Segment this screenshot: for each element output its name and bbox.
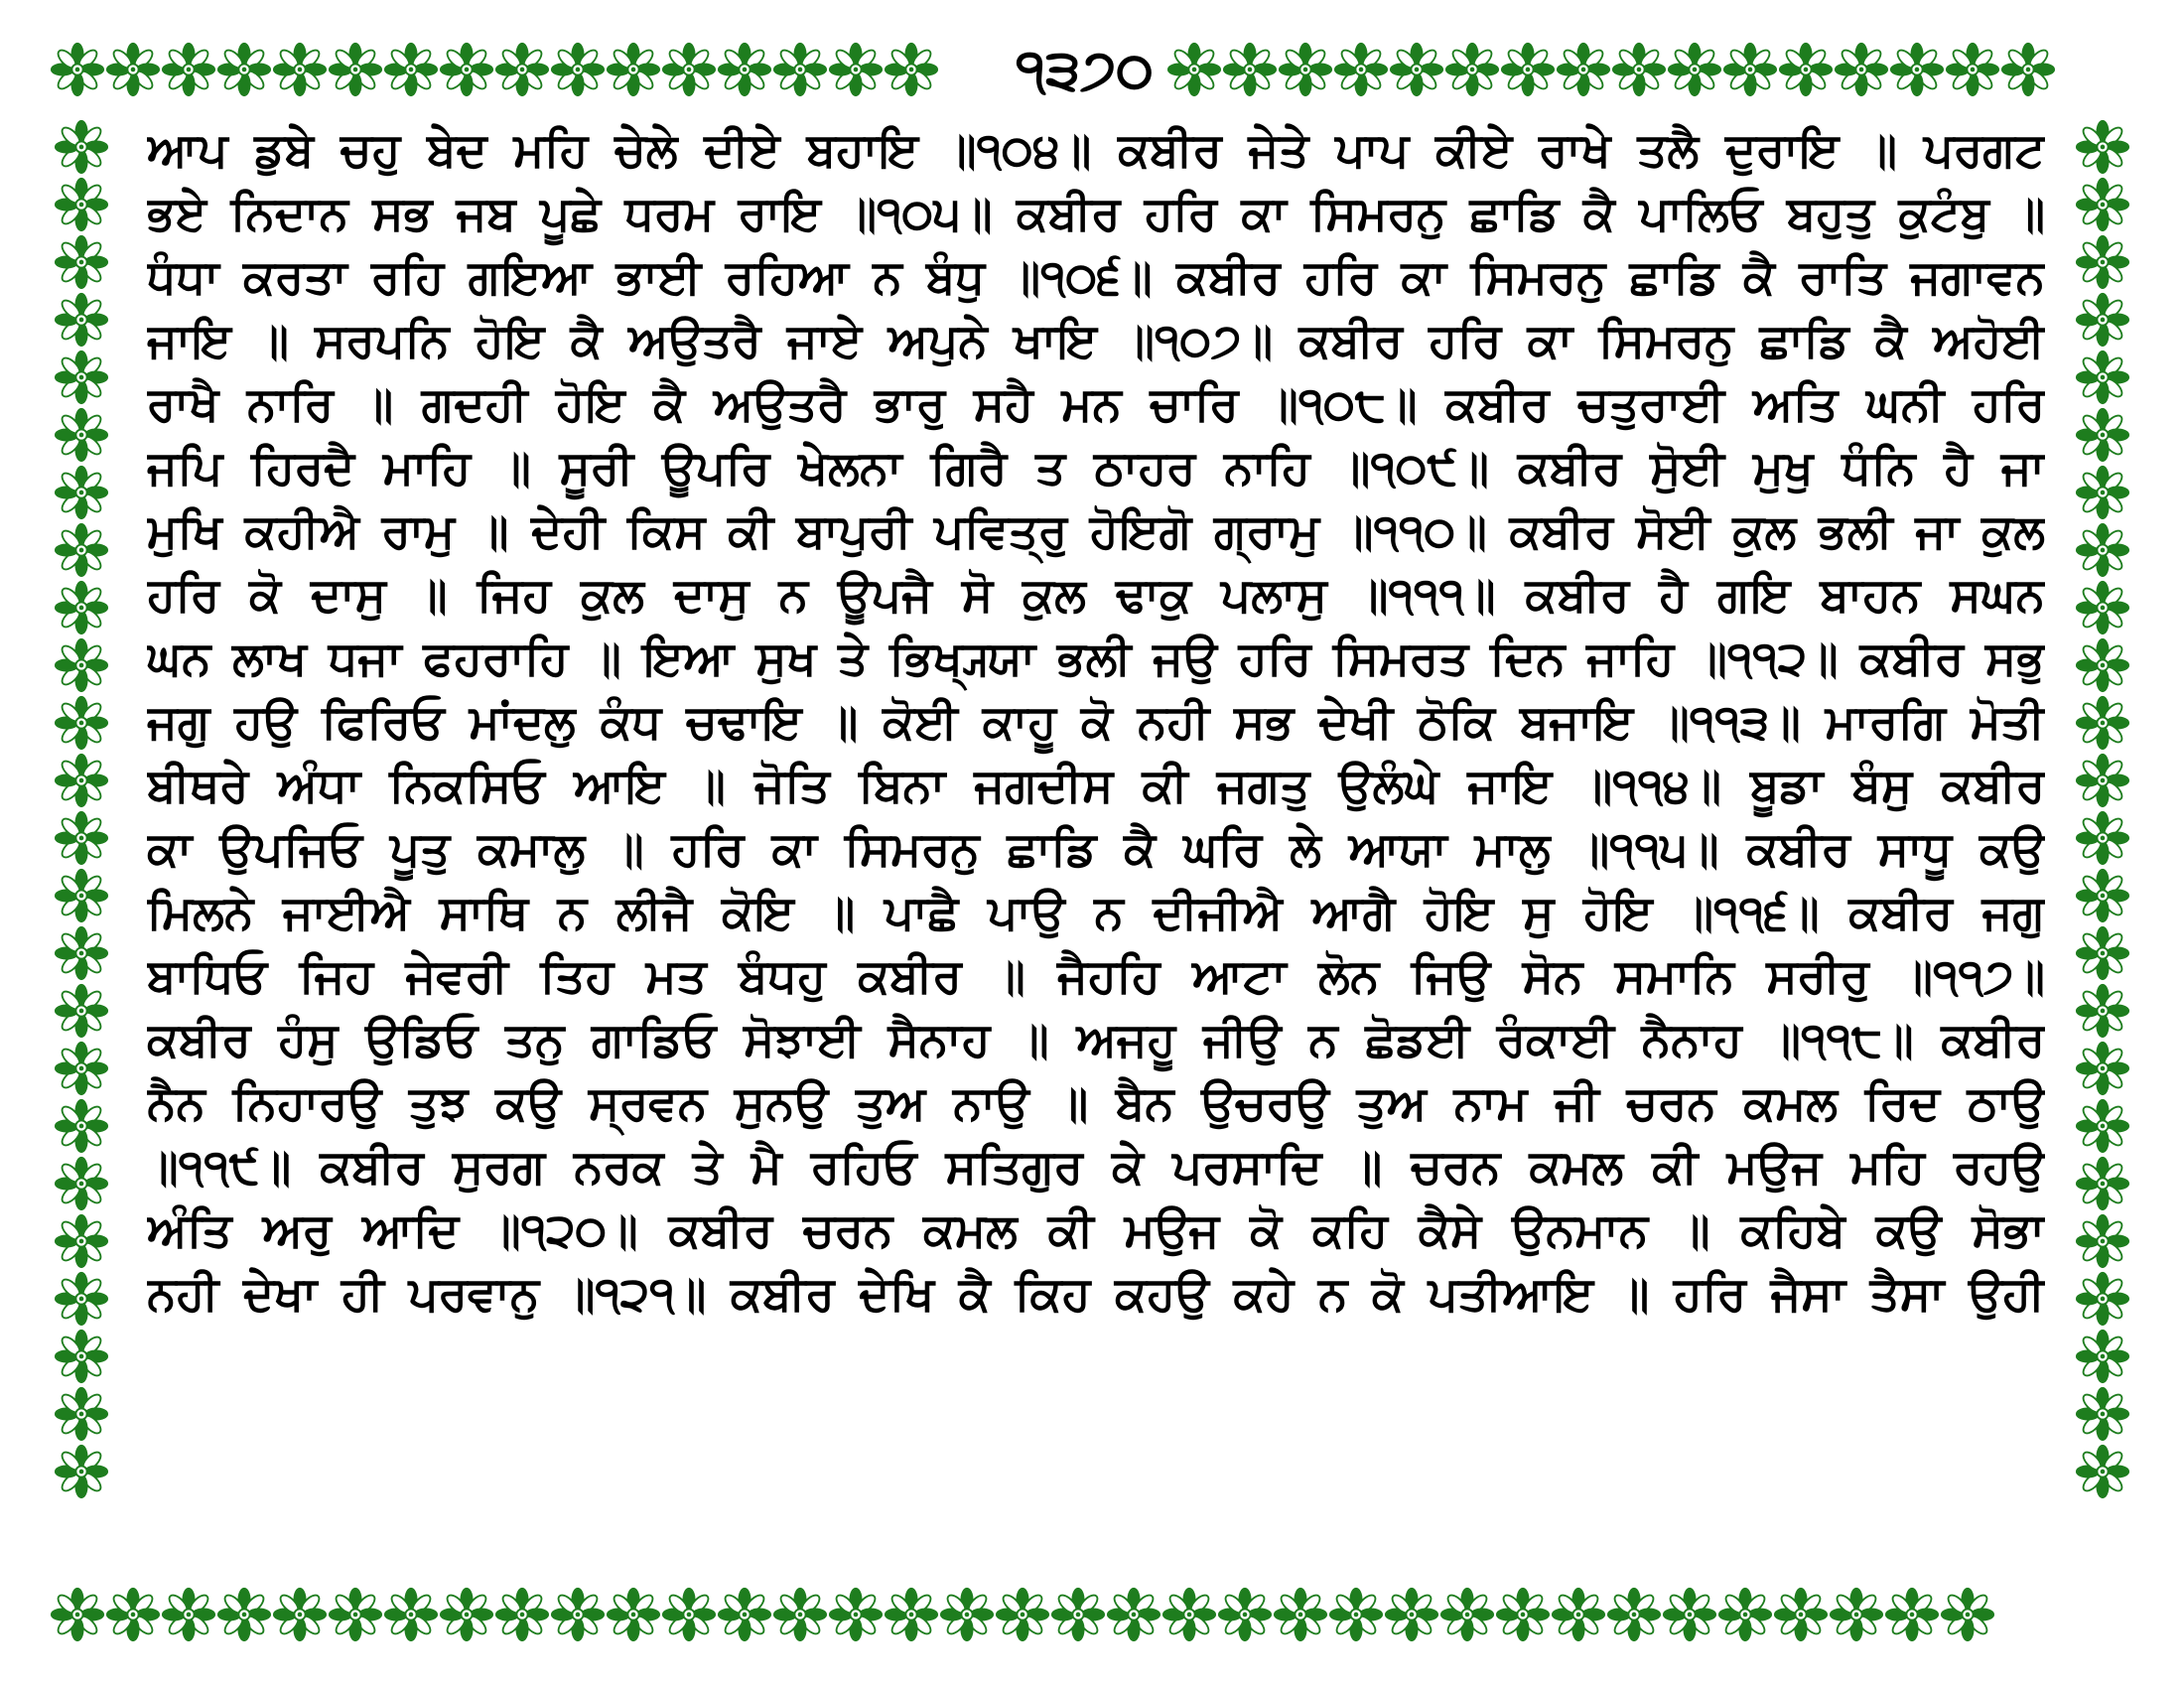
flower-icon [772, 42, 828, 101]
flower-icon [884, 1587, 939, 1646]
flower-icon [383, 42, 439, 101]
flower-icon [50, 1213, 113, 1269]
flower-icon [1333, 42, 1389, 101]
flower-icon [1444, 42, 1500, 101]
flower-icon [2071, 350, 2134, 405]
text-line: ਕਾ ਉਪਜਿਓ ਪੂਤੁ ਕਮਾਲੁ ॥ ਹਰਿ ਕਾ ਸਿਮਰਨੁ ਛਾਡਿ ਕੈ ਘਰਿ ਲੇ ਆਯਾ ਮਾਲੁ ॥੧੧੫॥ ਕਬੀਰ ਸਾਧੂ ਕਉ [147, 822, 2045, 877]
flower-icon [828, 1587, 884, 1646]
flower-icon [2071, 868, 2134, 923]
flower-icon [2071, 1386, 2134, 1442]
flower-icon [1717, 1587, 1773, 1646]
text-line: ਧੰਧਾ ਕਰਤਾ ਰਹਿ ਗਇਆ ਭਾਈ ਰਹਿਆ ਨ ਬੰਧੁ ॥੧੦੬॥ ਕਬੀਰ ਹਰਿ ਕਾ ਸਿਮਰਨੁ ਛਾਡਿ ਕੈ ਰਾਤਿ ਜਗਾਵਨ [147, 250, 2045, 305]
flower-icon [2071, 407, 2134, 463]
flower-icon [50, 1386, 113, 1442]
flower-icon [717, 1587, 772, 1646]
page-number: ੧੩੭੦ [1016, 38, 1154, 102]
flower-icon [50, 983, 113, 1039]
flower-icon [1606, 1587, 1662, 1646]
flower-icon [1166, 42, 1222, 101]
flower-icon [50, 234, 113, 290]
flower-icon [50, 1041, 113, 1096]
flower-icon [939, 1587, 995, 1646]
flower-icon [2071, 1444, 2134, 1499]
flower-icon [2071, 925, 2134, 981]
text-line: ਭਏ ਨਿਦਾਨ ਸਭ ਜਬ ਪੂਛੇ ਧਰਮ ਰਾਇ ॥੧੦੫॥ ਕਬੀਰ ਹਰਿ ਕਾ ਸਿਮਰਨੁ ਛਾਡਿ ਕੈ ਪਾਲਿਓ ਬਹੁਤੁ ਕੁਟੰਬੁ ॥ [147, 187, 2045, 241]
flower-icon [50, 407, 113, 463]
flower-icon [50, 1329, 113, 1384]
flower-icon [328, 1587, 383, 1646]
flower-icon [50, 522, 113, 578]
text-line: ਜਾਇ ॥ ਸਰਪਨਿ ਹੋਇ ਕੈ ਅਉਤਰੈ ਜਾਏ ਅਪੁਨੇ ਖਾਇ ॥੧੦੭॥ ਕਬੀਰ ਹਰਿ ਕਾ ਸਿਮਰਨੁ ਛਾਡਿ ਕੈ ਅਹੋਈ [147, 314, 2045, 368]
flower-icon [1495, 1587, 1551, 1646]
flower-icon [2071, 1098, 2134, 1154]
flower-icon [661, 42, 717, 101]
flower-icon [1945, 42, 2000, 101]
text-line: ਆਪ ਡੁਬੇ ਚਹੁ ਬੇਦ ਮਹਿ ਚੇਲੇ ਦੀਏ ਬਹਾਇ ॥੧੦੪॥ ਕਬੀਰ ਜੇਤੇ ਪਾਪ ਕੀਏ ਰਾਖੇ ਤਲੈ ਦੁਰਾਇ ॥ ਪਰਗਟ [147, 123, 2045, 178]
text-line: ਬੀਥਰੇ ਅੰਧਾ ਨਿਕਸਿਓ ਆਇ ॥ ਜੋਤਿ ਬਿਨਾ ਜਗਦੀਸ ਕੀ ਜਗਤੁ ਉਲੰਘੇ ਜਾਇ ॥੧੧੪॥ ਬੂਡਾ ਬੰਸੁ ਕਬੀਰ [147, 759, 2045, 813]
flower-icon [1050, 1587, 1106, 1646]
flower-icon [216, 42, 272, 101]
flower-icon [50, 637, 113, 693]
flower-icon [1278, 42, 1333, 101]
flower-icon [1889, 42, 1945, 101]
flower-icon [2000, 42, 2056, 101]
flower-icon [1829, 1587, 1884, 1646]
flower-icon [105, 1587, 161, 1646]
flower-icon [1611, 42, 1667, 101]
text-line: ਹਰਿ ਕੋ ਦਾਸੁ ॥ ਜਿਹ ਕੁਲ ਦਾਸੁ ਨ ਊਪਜੈ ਸੋ ਕੁਲ ਢਾਕੁ ਪਲਾਸੁ ॥੧੧੧॥ ਕਬੀਰ ਹੈ ਗਇ ਬਾਹਨ ਸਘਨ [147, 568, 2045, 623]
text-line: ਕਬੀਰ ਹੰਸੁ ਉਡਿਓ ਤਨੁ ਗਾਡਿਓ ਸੋਝਾਈ ਸੈਨਾਹ ॥ ਅਜਹੂ ਜੀਉ ਨ ਛੋਡਈ ਰੰਕਾਈ ਨੈਨਾਹ ॥੧੧੮॥ ਕਬੀਰ [147, 1013, 2045, 1067]
flower-icon [439, 1587, 494, 1646]
flower-icon [1662, 1587, 1717, 1646]
text-line: ਮੁਖਿ ਕਹੀਐ ਰਾਮੁ ॥ ਦੇਹੀ ਕਿਸ ਕੀ ਬਾਪੁਰੀ ਪਵਿਤ੍ਰੁ ਹੋਇਗੋ ਗ੍ਰਾਮੁ ॥੧੧੦॥ ਕਬੀਰ ਸੋਈ ਕੁਲ ਭਲੀ ਜਾ ਕੁਲ [147, 504, 2045, 559]
flower-icon [50, 119, 113, 175]
flower-icon [50, 42, 105, 101]
flower-icon [2071, 1156, 2134, 1211]
flower-icon [1384, 1587, 1439, 1646]
flower-icon [2071, 1329, 2134, 1384]
flower-icon [383, 1587, 439, 1646]
flower-icon [50, 465, 113, 520]
border-left [50, 117, 113, 1587]
flower-icon [1328, 1587, 1384, 1646]
text-line: ॥੧੧੯॥ ਕਬੀਰ ਸੁਰਗ ਨਰਕ ਤੇ ਮੈ ਰਹਿਓ ਸਤਿਗੁਰ ਕੇ ਪਰਸਾਦਿ ॥ ਚਰਨ ਕਮਲ ਕੀ ਮਉਜ ਮਹਿ ਰਹਉ [147, 1140, 2045, 1195]
flower-icon [717, 42, 772, 101]
flower-icon [50, 868, 113, 923]
flower-icon [50, 1098, 113, 1154]
flower-icon [272, 42, 328, 101]
flower-icon [1940, 1587, 1995, 1646]
flower-icon [161, 1587, 216, 1646]
text-line: ਨੈਨ ਨਿਹਾਰਉ ਤੁਝ ਕਉ ਸ੍ਰਵਨ ਸੁਨਉ ਤੁਅ ਨਾਉ ॥ ਬੈਨ ਉਚਰਉ ਤੁਅ ਨਾਮ ਜੀ ਚਰਨ ਕਮਲ ਰਿਦ ਠਾਉ [147, 1076, 2045, 1131]
flower-icon [50, 350, 113, 405]
flower-icon [2071, 292, 2134, 348]
flower-icon [50, 1156, 113, 1211]
flower-icon [50, 580, 113, 635]
text-line: ਬਾਧਿਓ ਜਿਹ ਜੇਵਰੀ ਤਿਹ ਮਤ ਬੰਧਹੁ ਕਬੀਰ ॥ ਜੈਹਹਿ ਆਟਾ ਲੋਨ ਜਿਉ ਸੋਨ ਸਮਾਨਿ ਸਰੀਰੁ ॥੧੧੭॥ [147, 949, 2045, 1004]
flower-icon [661, 1587, 717, 1646]
flower-icon [2071, 1041, 2134, 1096]
flower-icon [2071, 465, 2134, 520]
flower-icon [2071, 637, 2134, 693]
flower-icon [2071, 522, 2134, 578]
flower-icon [50, 177, 113, 232]
flower-icon [828, 42, 884, 101]
flower-icon [494, 1587, 550, 1646]
flower-icon [550, 1587, 606, 1646]
flower-icon [2071, 119, 2134, 175]
text-line: ਅੰਤਿ ਅਰੁ ਆਦਿ ॥੧੨੦॥ ਕਬੀਰ ਚਰਨ ਕਮਲ ਕੀ ਮਉਜ ਕੋ ਕਹਿ ਕੈਸੇ ਉਨਮਾਨ ॥ ਕਹਿਬੇ ਕਉ ਸੋਭਾ [147, 1203, 2045, 1258]
flower-icon [1778, 42, 1834, 101]
flower-icon [1106, 1587, 1161, 1646]
flower-icon [1667, 42, 1722, 101]
flower-icon [1556, 42, 1611, 101]
flower-icon [2071, 810, 2134, 866]
flower-icon [50, 1271, 113, 1327]
flower-icon [2071, 753, 2134, 808]
flower-icon [494, 42, 550, 101]
flower-icon [995, 1587, 1050, 1646]
flower-icon [50, 810, 113, 866]
scripture-text [147, 119, 2045, 1327]
flower-icon [1217, 1587, 1273, 1646]
flower-icon [50, 753, 113, 808]
border-top-left [50, 42, 1003, 105]
flower-icon [1389, 42, 1444, 101]
flower-icon [105, 42, 161, 101]
flower-icon [50, 925, 113, 981]
flower-icon [1500, 42, 1556, 101]
flower-icon [2071, 234, 2134, 290]
text-line: ਜਗੁ ਹਉ ਫਿਰਿਓ ਮਾਂਦਲੁ ਕੰਧ ਚਢਾਇ ॥ ਕੋਈ ਕਾਹੂ ਕੋ ਨਹੀ ਸਭ ਦੇਖੀ ਠੋਕਿ ਬਜਾਇ ॥੧੧੩॥ ਮਾਰਗਿ ਮੋਤੀ [147, 695, 2045, 750]
flower-icon [606, 1587, 661, 1646]
flower-icon [50, 1444, 113, 1499]
flower-icon [1551, 1587, 1606, 1646]
flower-icon [161, 42, 216, 101]
flower-icon [50, 292, 113, 348]
flower-icon [1834, 42, 1889, 101]
flower-icon [550, 42, 606, 101]
flower-icon [1439, 1587, 1495, 1646]
flower-icon [2071, 695, 2134, 751]
flower-icon [1273, 1587, 1328, 1646]
flower-icon [1222, 42, 1278, 101]
flower-icon [1722, 42, 1778, 101]
text-line: ਮਿਲਨੇ ਜਾਈਐ ਸਾਥਿ ਨ ਲੀਜੈ ਕੋਇ ॥ ਪਾਛੈ ਪਾਉ ਨ ਦੀਜੀਐ ਆਗੈ ਹੋਇ ਸੁ ਹੋਇ ॥੧੧੬॥ ਕਬੀਰ ਜਗੁ [147, 886, 2045, 940]
flower-icon [2071, 1213, 2134, 1269]
flower-icon [1161, 1587, 1217, 1646]
flower-icon [216, 1587, 272, 1646]
text-line: ਘਨ ਲਾਖ ਧਜਾ ਫਹਰਾਹਿ ॥ ਇਆ ਸੁਖ ਤੇ ਭਿਖ੍ਯ੍ਯਾ ਭਲੀ ਜਉ ਹਰਿ ਸਿਮਰਤ ਦਿਨ ਜਾਹਿ ॥੧੧੨॥ ਕਬੀਰ ਸਭੁ [147, 632, 2045, 686]
flower-icon [50, 695, 113, 751]
flower-icon [272, 1587, 328, 1646]
flower-icon [50, 1587, 105, 1646]
border-right [2071, 117, 2134, 1587]
flower-icon [2071, 580, 2134, 635]
text-line: ਰਾਖੈ ਨਾਰਿ ॥ ਗਦਹੀ ਹੋਇ ਕੈ ਅਉਤਰੈ ਭਾਰੁ ਸਹੈ ਮਨ ਚਾਰਿ ॥੧੦੮॥ ਕਬੀਰ ਚਤੁਰਾਈ ਅਤਿ ਘਨੀ ਹਰਿ [147, 377, 2045, 432]
text-line: ਨਹੀ ਦੇਖਾ ਹੀ ਪਰਵਾਨੁ ॥੧੨੧॥ ਕਬੀਰ ਦੇਖਿ ਕੈ ਕਿਹ ਕਹਉ ਕਹੇ ਨ ਕੋ ਪਤੀਆਇ ॥ ਹਰਿ ਜੈਸਾ ਤੈਸਾ ਉਹੀ [147, 1267, 2045, 1322]
flower-icon [1773, 1587, 1829, 1646]
flower-icon [1884, 1587, 1940, 1646]
border-bottom [50, 1587, 2134, 1650]
border-top-right [1166, 42, 2134, 105]
flower-icon [2071, 983, 2134, 1039]
flower-icon [606, 42, 661, 101]
text-line: ਜਪਿ ਹਿਰਦੈ ਮਾਹਿ ॥ ਸੂਰੀ ਊਪਰਿ ਖੇਲਨਾ ਗਿਰੈ ਤ ਠਾਹਰ ਨਾਹਿ ॥੧੦੯॥ ਕਬੀਰ ਸੋੁਈ ਮੁਖੁ ਧੰਨਿ ਹੈ ਜਾ [147, 441, 2045, 495]
flower-icon [2071, 1271, 2134, 1327]
flower-icon [2071, 177, 2134, 232]
flower-icon [884, 42, 939, 101]
flower-icon [328, 42, 383, 101]
flower-icon [439, 42, 494, 101]
flower-icon [772, 1587, 828, 1646]
